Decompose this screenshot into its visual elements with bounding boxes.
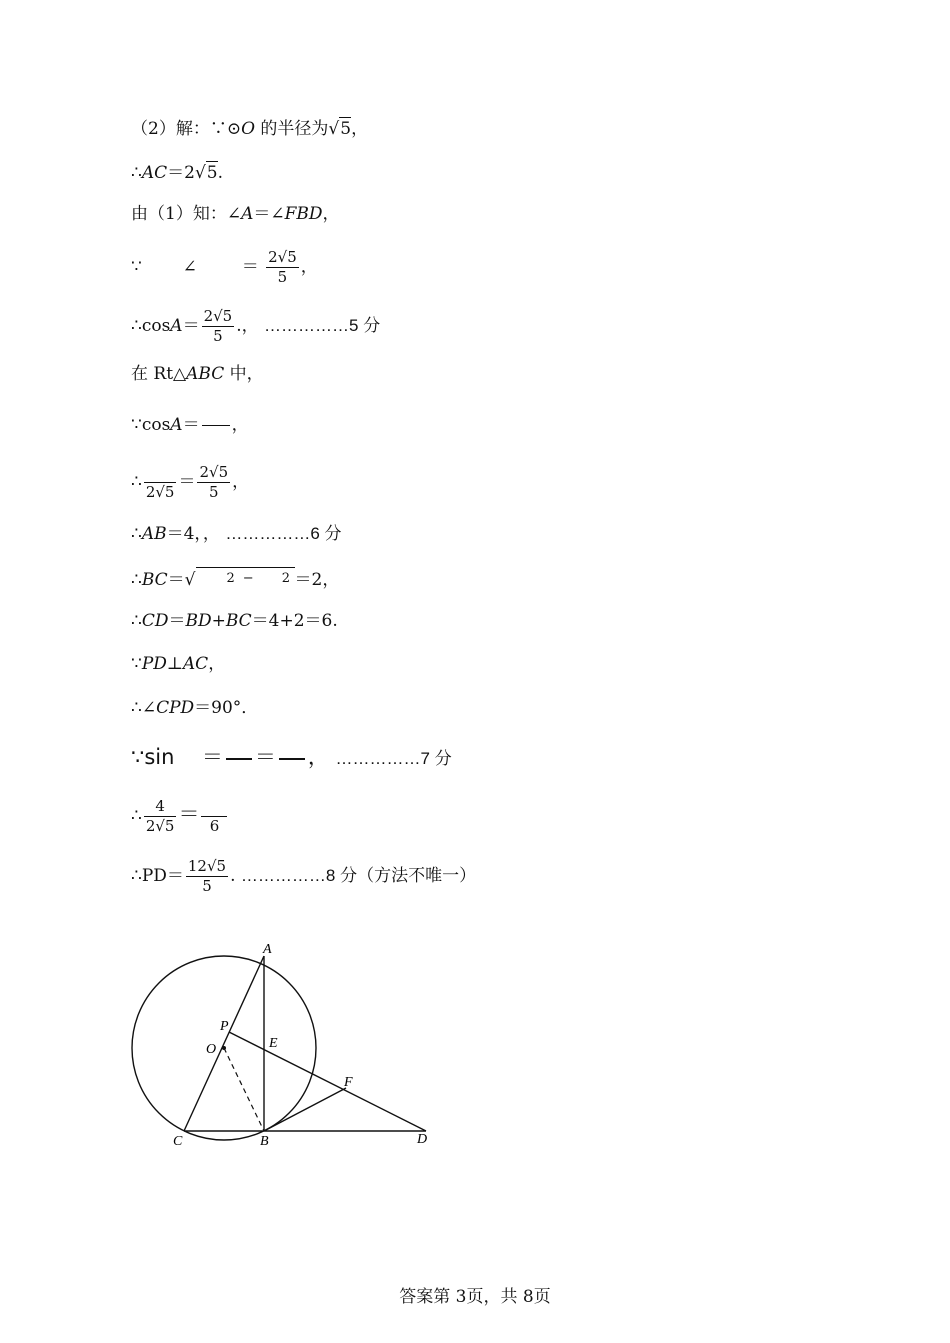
exponent: 2 xyxy=(226,571,235,586)
var-CPD: CPD xyxy=(156,698,195,718)
text: ＝90°． xyxy=(194,698,259,718)
denominator: 2√5 xyxy=(145,817,175,835)
equals: ＝ xyxy=(167,570,185,590)
var-AB: AB xyxy=(141,524,167,544)
var-CD: CD xyxy=(141,611,169,631)
text: .， xyxy=(236,316,259,336)
therefore: ∴ xyxy=(131,806,142,826)
ac-length: ∴AC＝2√5. xyxy=(131,163,224,183)
geometry-figure xyxy=(120,940,450,1155)
text: ＝2， xyxy=(294,570,340,590)
therefore: ∴ xyxy=(131,611,142,631)
text: ， xyxy=(351,119,369,139)
numerator-blank xyxy=(144,463,177,483)
equals: ＝ xyxy=(178,802,200,826)
pd-result xyxy=(131,857,476,896)
equals: ＝ xyxy=(201,745,223,769)
denominator: 5 xyxy=(213,327,223,345)
fraction xyxy=(202,307,235,346)
text: ， xyxy=(208,654,226,674)
text: ， xyxy=(322,204,340,224)
text: ， xyxy=(231,415,249,435)
fraction-bar xyxy=(226,758,252,760)
fraction-right xyxy=(197,463,230,502)
perpendicular xyxy=(131,653,225,675)
minus: − xyxy=(242,571,254,586)
denominator: 5 xyxy=(277,268,288,286)
var-A: A xyxy=(170,316,183,336)
equals: ＝ xyxy=(168,611,186,631)
text: . xyxy=(230,866,236,886)
angle-symbol: ∠ xyxy=(182,257,197,277)
var-AC: AC xyxy=(182,654,209,674)
var-FBD: FBD xyxy=(284,204,323,224)
segment-ob-dashed xyxy=(224,1048,264,1131)
denominator: 5 xyxy=(202,877,212,895)
text: ∴PD＝ xyxy=(131,866,184,886)
therefore: ∴ xyxy=(131,163,142,183)
ratio-equation xyxy=(131,463,249,502)
var-PD: PD xyxy=(141,654,167,674)
equals: ＝ xyxy=(241,257,259,277)
numerator: 2√5 xyxy=(199,463,229,481)
text: ＝4，， xyxy=(166,524,220,544)
sin-relation xyxy=(131,746,452,770)
var-ABC: ABC xyxy=(186,364,225,384)
label-b: B xyxy=(260,1134,269,1149)
solution-part2-intro: （2）解：∵⊙O 的半径为√5， xyxy=(131,119,369,139)
text: ∵cos xyxy=(131,415,171,435)
text: ∵sin xyxy=(131,745,175,769)
triangle-context xyxy=(131,363,264,385)
var-BC: BC xyxy=(225,611,252,631)
text: （2）解：∵⊙ xyxy=(131,119,242,139)
fraction xyxy=(186,857,228,896)
plus: + xyxy=(211,611,226,631)
text: ＝∠ xyxy=(253,204,285,224)
var-BD: BD xyxy=(185,611,212,631)
numerator: 12√5 xyxy=(187,857,227,875)
label-a: A xyxy=(263,942,272,957)
score-marker: ……………8 分（方法不唯一） xyxy=(240,866,477,885)
cos-definition xyxy=(131,414,249,436)
therefore: ∴ xyxy=(131,570,142,590)
numerator: 2√5 xyxy=(203,307,233,325)
score-marker: ……………5 分 xyxy=(264,316,381,335)
score-marker: ……………6 分 xyxy=(225,524,342,543)
cos-a-value xyxy=(131,307,380,346)
fraction-bar xyxy=(279,758,305,760)
page-footer: 答案第 3页，共 8页 xyxy=(399,1287,551,1307)
denominator: 2√5 xyxy=(145,483,175,501)
segment-bf xyxy=(264,1088,346,1131)
because: ∵ xyxy=(131,257,142,277)
text: ， xyxy=(300,257,318,277)
text: ＝2 xyxy=(167,163,195,183)
text: . xyxy=(217,163,224,183)
text: ， xyxy=(307,745,329,769)
var-A: A xyxy=(170,415,183,435)
text: 的半径为 xyxy=(255,119,329,139)
right-angle xyxy=(131,697,258,719)
fraction-left xyxy=(144,797,177,836)
perp-symbol: ⊥ xyxy=(166,654,183,674)
numerator: 4 xyxy=(144,797,177,817)
cd-length xyxy=(131,610,338,632)
equals: ＝ xyxy=(254,745,276,769)
radical xyxy=(196,567,295,590)
text: 由（1）知：∠ xyxy=(131,204,242,224)
label-c: C xyxy=(173,1134,183,1149)
numerator-blank xyxy=(201,797,227,817)
therefore: ∴ xyxy=(131,472,142,492)
exponent: 2 xyxy=(281,571,290,586)
numerator: 2√5 xyxy=(268,248,297,266)
score-marker: ……………7 分 xyxy=(335,749,452,768)
equals: ＝ xyxy=(182,316,200,336)
angle-equality xyxy=(131,203,340,225)
center-point xyxy=(222,1046,226,1050)
denominator: 5 xyxy=(209,483,219,501)
label-p: P xyxy=(220,1019,229,1034)
text: ＝4+2＝6. xyxy=(251,611,338,631)
radicand: 5 xyxy=(206,163,218,183)
given-cos xyxy=(131,248,318,287)
var-O: O xyxy=(241,119,255,139)
var-AC: AC xyxy=(141,163,168,183)
fraction-right xyxy=(201,797,227,836)
var-BC: BC xyxy=(141,570,168,590)
bc-length: ∴BC＝√ 2 − 2 ＝2， xyxy=(131,567,339,591)
because: ∵ xyxy=(131,654,142,674)
fraction xyxy=(266,248,299,287)
text: ∴∠ xyxy=(131,698,157,718)
label-o: O xyxy=(206,1042,217,1057)
ab-length xyxy=(131,523,342,545)
label-f: F xyxy=(344,1075,353,1090)
label-e: E xyxy=(269,1036,278,1051)
therefore: ∴ xyxy=(131,524,142,544)
label-d: D xyxy=(417,1132,428,1147)
empty-fraction-bar xyxy=(202,425,230,426)
equals: ＝ xyxy=(178,472,196,492)
text: ， xyxy=(232,472,250,492)
segment-pd xyxy=(229,1032,426,1131)
equals: ＝ xyxy=(182,415,200,435)
fraction-left xyxy=(144,463,177,502)
proportion xyxy=(131,797,229,836)
var-A: A xyxy=(241,204,254,224)
denominator: 6 xyxy=(209,817,220,835)
text: 在 Rt△ xyxy=(131,364,187,384)
text: 中， xyxy=(224,364,264,384)
radicand: 5 xyxy=(340,119,352,139)
text: ∴cos xyxy=(131,316,171,336)
